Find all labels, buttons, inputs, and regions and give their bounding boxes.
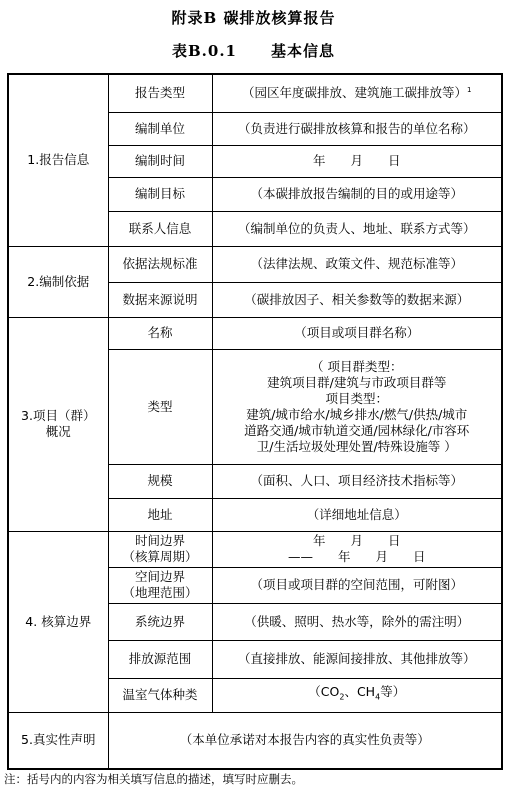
basic-info-table [7,73,503,770]
row-description: （详细地址信息） [212,498,502,531]
table-row [8,712,502,769]
row-description: （项目或项目群的空间范围，可附图） [212,567,502,603]
row-label: 系统边界 [108,603,212,640]
appendix-title: 附录B 碳排放核算报告 [171,9,336,27]
row-description: （本碳排放报告编制的目的或用途等） [212,177,502,211]
row-description: （碳排放因子、相关参数等的数据来源） [212,282,502,317]
row-description: （$CO_2$、$CH_4$等） [212,678,502,712]
row-description: （面积、人口、项目经济技术指标等） [212,464,502,498]
row-description: （园区年度碳排放、建筑施工碳排放等）$^1$ [212,74,502,112]
footnote: 注：括号内的内容为相关填写信息的描述，填写时应删去。 [4,772,303,786]
row-description: （法律法规、政策文件、规范标准等） [212,246,502,282]
row-description: （供暖、照明、热水等，除外的需注明） [212,603,502,640]
table-row [8,531,502,567]
row-label: 温室气体种类 [108,678,212,712]
row-label: 空间边界 （地理范围） [108,567,212,603]
group-project: 3.项目（群） 概况 [8,317,108,531]
row-label: 报告类型 [108,74,212,112]
row-label: 类型 [108,349,212,464]
row-description: 年 月 日 [212,145,502,177]
table-row [8,74,502,112]
table-number: 表B.0.1 [171,42,237,60]
row-label: 时间边界 （核算周期） [108,531,212,567]
row-label: 编制目标 [108,177,212,211]
row-label: 编制时间 [108,145,212,177]
table-name: 基本信息 [270,42,335,60]
row-description: 年 月 日 —— 年 月 日 [212,531,502,567]
row-label: 数据来源说明 [108,282,212,317]
group-boundary: 4. 核算边界 [8,531,108,712]
group-basis: 2.编制依据 [8,246,108,317]
row-label: 名称 [108,317,212,349]
row-label: 规模 [108,464,212,498]
row-label: 联系人信息 [108,211,212,246]
footnote-mark: 1 [467,86,472,95]
group-report-info: 1.报告信息 [8,74,108,246]
row-description: （编制单位的负责人、地址、联系方式等） [212,211,502,246]
row-description: （负责进行碳排放核算和报告的单位名称） [212,112,502,145]
table-row [8,317,502,349]
row-label: 地址 [108,498,212,531]
row-description: （直接排放、能源间接排放、其他排放等） [212,640,502,678]
row-description: （本单位承诺对本报告内容的真实性负责等） [108,712,502,769]
table-title [0,40,507,61]
row-label: 编制单位 [108,112,212,145]
group-declaration: 5.真实性声明 [8,712,108,769]
row-label: 排放源范围 [108,640,212,678]
row-description: （项目或项目群名称） [212,317,502,349]
project-type-description: （ 项目群类型： 建筑项目群/建筑与市政项目群等 项目类型： 建筑/城市给水/城乡排水/燃气/供热/城市 道路交通/城市轨道交通/园林绿化/市容环 卫/生活垃圾处理处置/特殊设施等 ） [212,349,502,464]
row-label: 依据法规标准 [108,246,212,282]
table-row [8,246,502,282]
